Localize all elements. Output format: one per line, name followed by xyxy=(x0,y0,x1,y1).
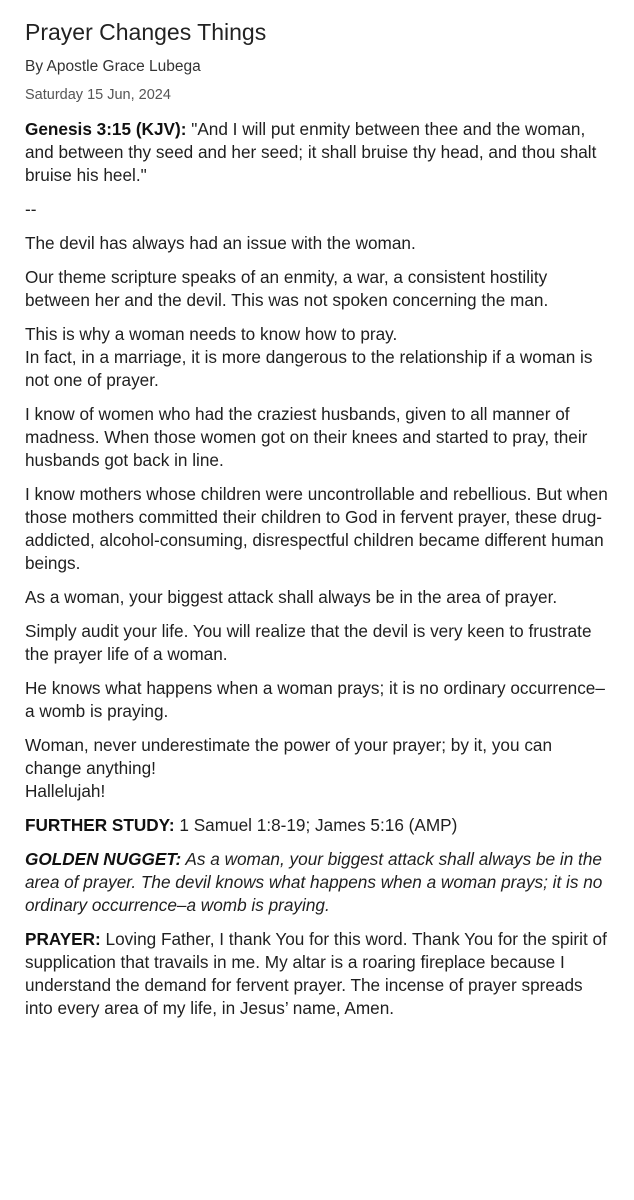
publish-date: Saturday 15 Jun, 2024 xyxy=(25,87,171,103)
paragraph-9-line-2: Hallelujah! xyxy=(25,781,106,801)
article-title: Prayer Changes Things xyxy=(25,19,267,45)
theme-scripture xyxy=(25,118,610,187)
paragraph-3-line-1: This is why a woman needs to know how to pray. xyxy=(25,324,398,344)
golden-nugget-text: As a woman, your biggest attack shall always be in the area of prayer. The devil knows what happens when a woman prays; it is no ordinary occurrence–a womb is praying. xyxy=(25,849,603,915)
prayer xyxy=(25,928,610,1020)
scripture-text: "And I will put enmity between thee and the woman, and between thy seed and her seed; it shall bruise thy head, and thou shalt bruise his heel." xyxy=(25,119,597,185)
paragraph-5: I know mothers whose children were uncontrollable and rebellious. But when those mothers committed their children to God in fervent prayer, these drug-addicted, alcohol-consuming, disrespectful children became different human beings. xyxy=(25,484,608,573)
paragraph-6: As a woman, your biggest attack shall always be in the area of prayer. xyxy=(25,587,558,607)
paragraph-3 xyxy=(25,323,610,392)
paragraph-7: Simply audit your life. You will realize that the devil is very keen to frustrate the prayer life of a woman. xyxy=(25,621,592,664)
golden-nugget xyxy=(25,848,610,917)
paragraph-4: I know of women who had the craziest husbands, given to all manner of madness. When those women got on their knees and started to pray, their husbands got back in line. xyxy=(25,404,588,470)
separator: -- xyxy=(25,199,37,219)
paragraph-8: He knows what happens when a woman prays; it is no ordinary occurrence–a womb is praying. xyxy=(25,678,605,721)
further-study xyxy=(25,814,610,837)
scripture-reference: Genesis 3:15 (KJV): xyxy=(25,119,187,139)
paragraph-2: Our theme scripture speaks of an enmity, a war, a consistent hostility between her and the devil. This was not spoken concerning the man. xyxy=(25,267,549,310)
paragraph-9-line-1: Woman, never underestimate the power of your prayer; by it, you can change anything! xyxy=(25,735,553,778)
paragraph-1: The devil has always had an issue with the woman. xyxy=(25,233,416,253)
further-study-text: 1 Samuel 1:8-19; James 5:16 (AMP) xyxy=(174,815,458,835)
author-byline: By Apostle Grace Lubega xyxy=(25,58,201,75)
paragraph-3-line-2: In fact, in a marriage, it is more dangerous to the relationship if a woman is not one of prayer. xyxy=(25,347,593,390)
prayer-text: Loving Father, I thank You for this word. Thank You for the spirit of supplication that travails in me. My altar is a roaring fireplace because I understand the demand for fervent prayer. The incense of prayer spreads into every area of my life, in Jesus’ name, Amen. xyxy=(25,929,607,1018)
golden-nugget-label: GOLDEN NUGGET: xyxy=(25,849,182,869)
prayer-label: PRAYER: xyxy=(25,929,101,949)
article-body xyxy=(25,118,610,1020)
paragraph-9 xyxy=(25,734,610,803)
further-study-label: FURTHER STUDY: xyxy=(25,815,175,835)
